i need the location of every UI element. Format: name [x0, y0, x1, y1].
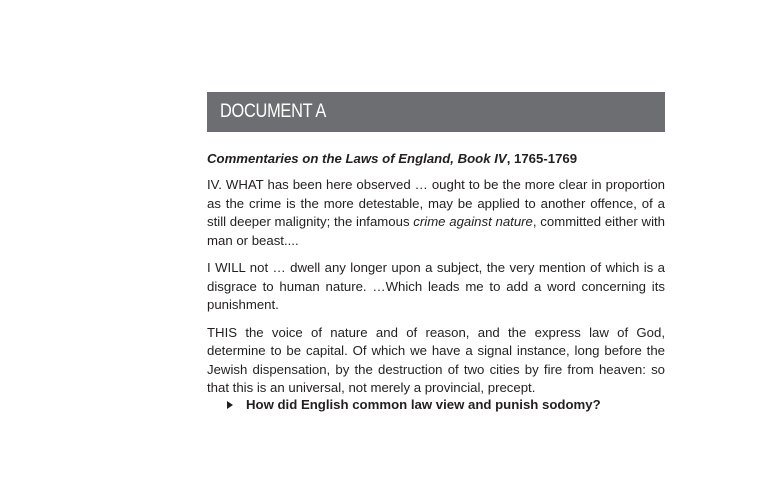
paragraph-1-text-start: IV. WHAT has been here observed … ought to be the more clear in proportion as the crime is the more detestable, may be applied to another offence, of a still deeper malignity; the infamous	[207, 177, 665, 229]
source-dates: , 1765-1769	[506, 151, 578, 166]
paragraph-2: I WILL not … dwell any longer upon a subject, the very mention of which is a disgrace to human nature. …Which leads me to add a word concerning its punishment.	[207, 260, 665, 312]
triangle-right-icon	[227, 401, 233, 409]
source-citation	[207, 151, 665, 166]
document-body	[207, 176, 665, 407]
document-title: DOCUMENT A	[220, 101, 327, 122]
source-title: Commentaries on the Laws of England, Book IV	[207, 151, 507, 166]
paragraph-3: THIS the voice of nature and of reason, and the express law of God, determine to be capital. Of which we have a signal instance, long before the Jewish dispensation, by the destruction of two cities by fire from heaven: so that this is an universal, not merely a provincial, precept.	[207, 324, 665, 395]
document-header	[207, 92, 665, 132]
paragraph-1-text-end: , committed either with man or beast....	[207, 214, 665, 248]
discussion-question	[227, 397, 667, 412]
paragraph-1	[207, 176, 665, 250]
paragraph-1-emphasis: crime against nature	[413, 214, 533, 229]
question-text: How did English common law view and punish sodomy?	[246, 397, 601, 412]
